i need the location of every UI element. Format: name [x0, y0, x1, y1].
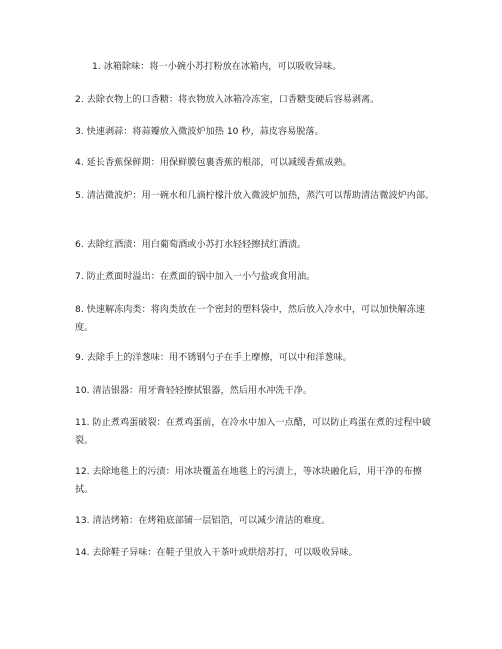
tip-12: 12. 去除地毯上的污渍：用冰块覆盖在地毯上的污渍上，等冰块融化后，用干净的布擦拭。 [75, 467, 422, 495]
tip-1: 1. 冰箱除味：将一小碗小苏打粉放在冰箱内，可以吸收异味。 [92, 62, 342, 72]
tip-6: 6. 去除红酒渍：用白葡萄酒或小苏打水轻轻擦拭红酒渍。 [75, 240, 307, 250]
tip-5: 5. 清洁微波炉：用一碗水和几滴柠檬汁放入微波炉加热，蒸汽可以帮助清洁微波炉内部。 [75, 191, 435, 201]
tip-3: 3. 快速剥蒜：将蒜瓣放入微波炉加热 10 秒，蒜皮容易脱落。 [75, 127, 324, 137]
tip-11: 11. 防止煮鸡蛋破裂：在煮鸡蛋前，在冷水中加入一点醋，可以防止鸡蛋在煮的过程中破裂。 [75, 418, 431, 446]
tip-13: 13. 清洁烤箱：在烤箱底部铺一层铝箔，可以减少清洁的难度。 [75, 516, 331, 526]
tip-9: 9. 去除手上的洋葱味：用不锈钢勺子在手上摩擦，可以中和洋葱味。 [75, 353, 352, 363]
tip-7: 7. 防止煮面时溢出：在煮面的锅中加入一小勺盐或食用油。 [75, 272, 316, 282]
tip-4: 4. 延长香蕉保鲜期：用保鲜膜包裹香蕉的根部，可以减缓香蕉成熟。 [75, 158, 352, 168]
tip-2: 2. 去除衣物上的口香糖：将衣物放入冰箱冷冻室，口香糖变硬后容易剥离。 [75, 95, 380, 105]
tip-10: 10. 清洁银器：用牙膏轻轻擦拭银器，然后用水冲洗干净。 [75, 386, 313, 396]
tip-8: 8. 快速解冻肉类：将肉类放在一个密封的塑料袋中，然后放入冷水中，可以加快解冻速度。 [75, 305, 426, 333]
tip-14: 14. 去除鞋子异味：在鞋子里放入干茶叶或烘焙苏打，可以吸收异味。 [75, 548, 358, 558]
